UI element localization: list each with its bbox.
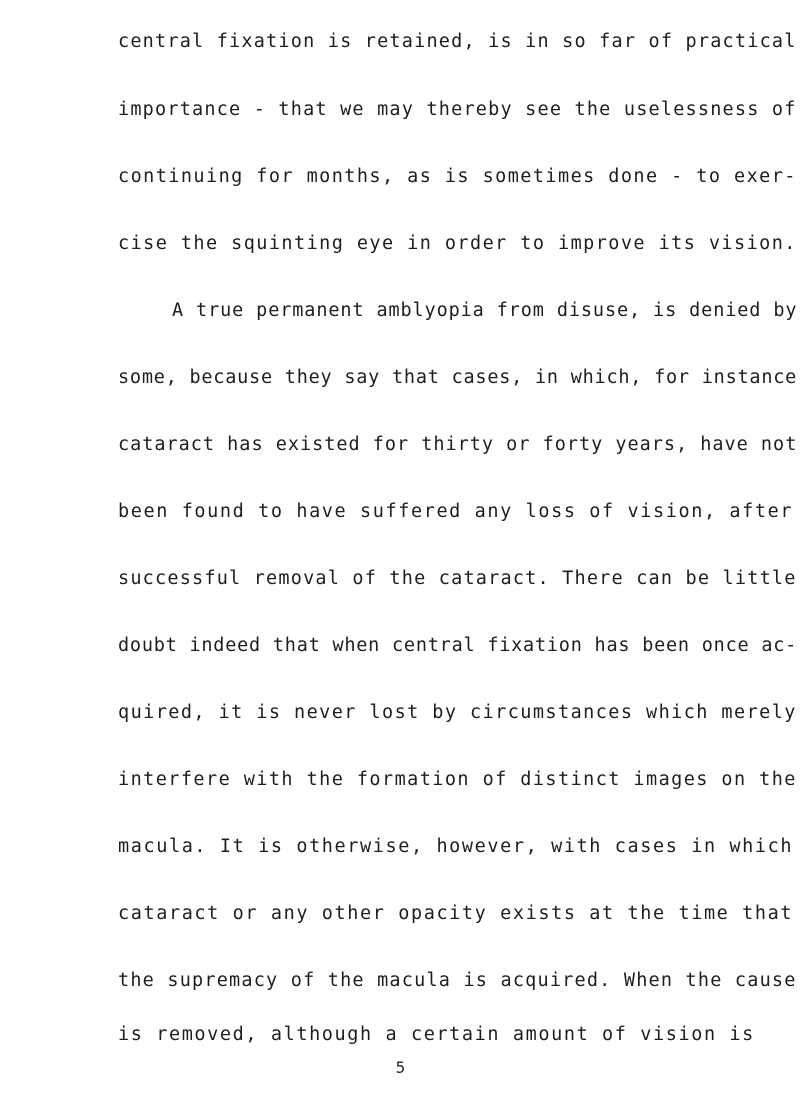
text-line-15: the supremacy of the macula is acquired. When the cause — [118, 970, 797, 991]
text-line-9: successful removal of the cataract. There can be little — [118, 568, 797, 589]
text-line-7: cataract has existed for thirty or forty years, have not — [118, 434, 798, 455]
text-line-13: macula. It is otherwise, however, with cases in which — [118, 836, 794, 857]
text-line-6: some, because they say that cases, in which, for instance — [118, 367, 798, 388]
text-line-8: been found to have suffered any loss of vision, after — [118, 501, 794, 522]
text-line-16: is removed, although a certain amount of vision is — [118, 1024, 755, 1045]
text-line-10: doubt indeed that when central fixation has been once ac- — [118, 635, 798, 656]
text-line-4: cise the squinting eye in order to improve its vision. — [118, 233, 797, 254]
text-line-1: central fixation is retained, is in so far of practical — [118, 31, 797, 52]
text-line-2: importance - that we may thereby see the uselessness of — [118, 99, 797, 120]
text-line-12: interfere with the formation of distinct images on the — [118, 769, 797, 790]
page-number: 5 — [395, 1058, 406, 1077]
text-line-3: continuing for months, as is sometimes done - to exer- — [118, 166, 797, 187]
text-line-14: cataract or any other opacity exists at the time that — [118, 903, 794, 924]
text-line-11: quired, it is never lost by circumstances which merely — [118, 702, 797, 723]
text-line-5: A true permanent amblyopia from disuse, is denied by — [172, 300, 798, 321]
